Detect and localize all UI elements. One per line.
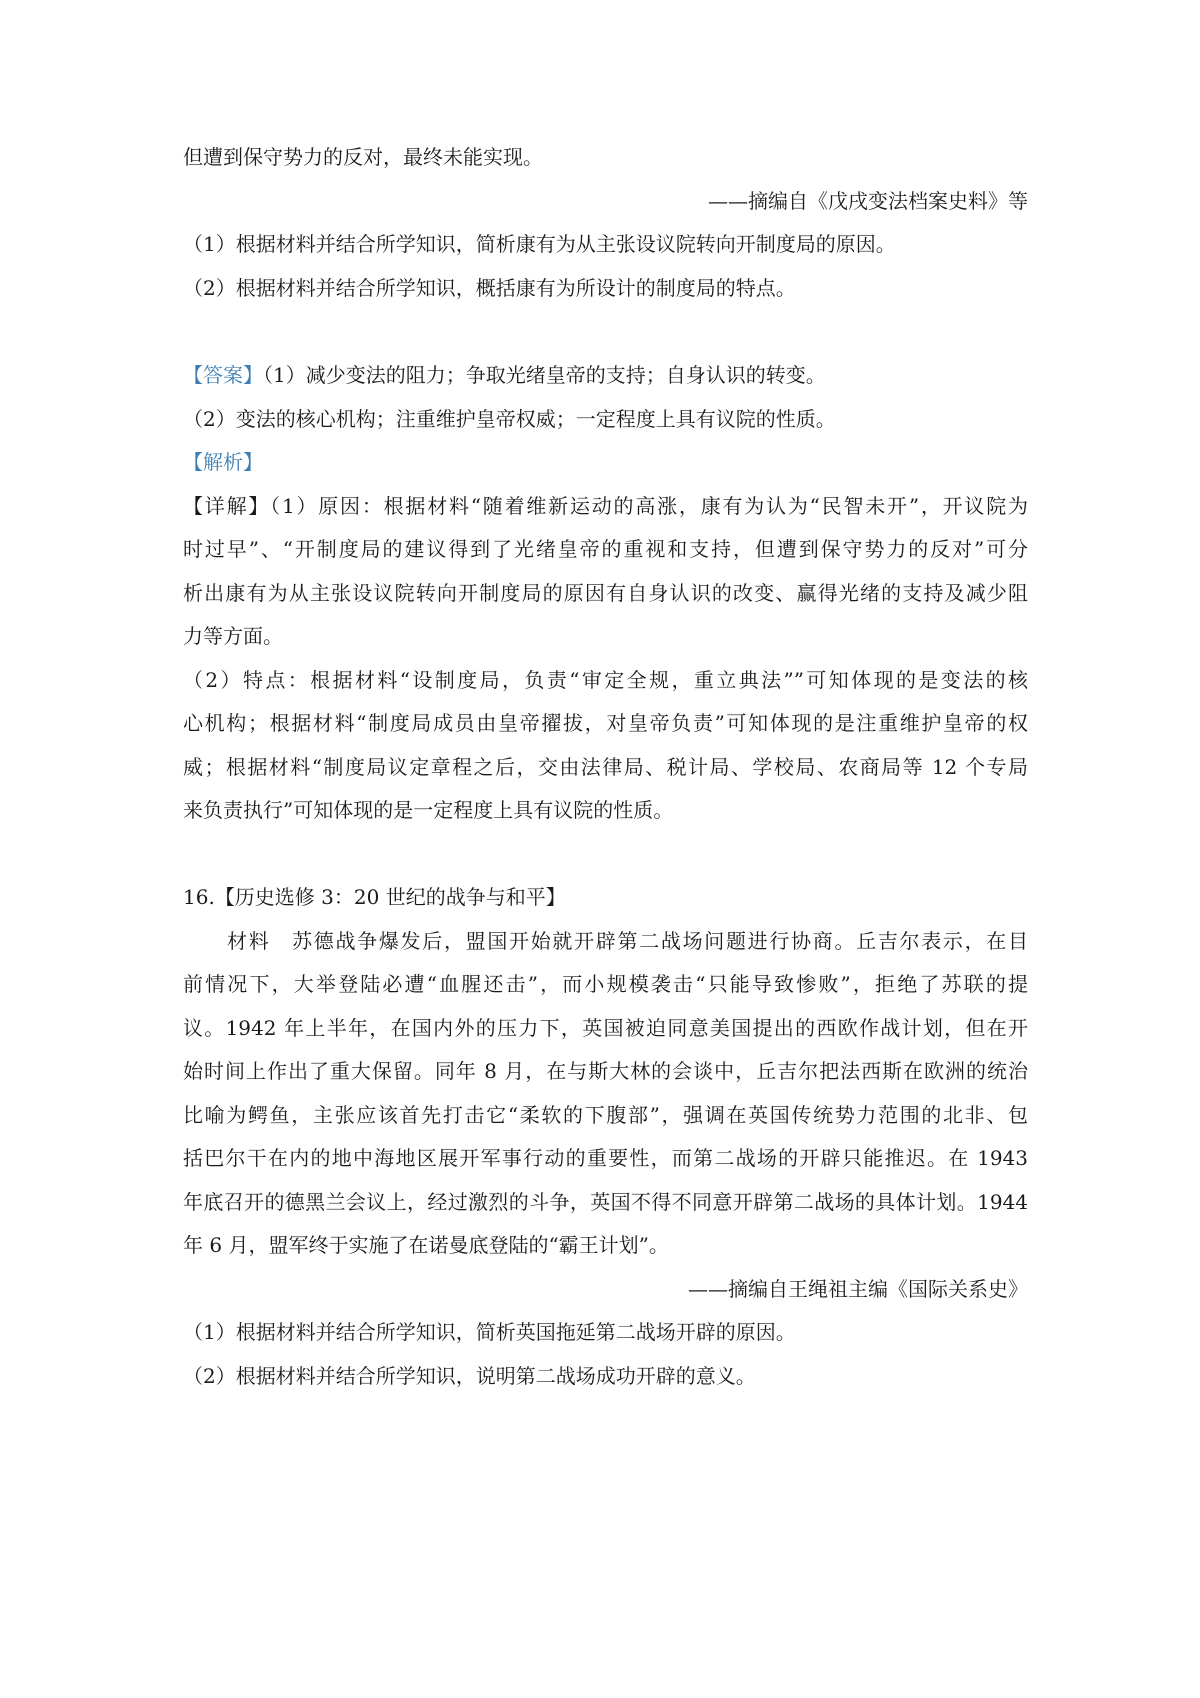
analysis-p1-line-3: 析出康有为从主张设议院转向开制度局的原因有自身认识的改变、赢得光绪的支持及减少阻 [183,581,1028,605]
analysis-p1-line-1: 【详解】（1）原因：根据材料“随着维新运动的高涨，康有为认为“民智未开”，开议院为 [183,494,1029,518]
prev-question-2: （2）根据材料并结合所学知识，概括康有为所设计的制度局的特点。 [183,276,796,300]
analysis-p2-line-2: 心机构；根据材料“制度局成员由皇帝擢拔，对皇帝负责”可知体现的是注重维护皇帝的权 [183,711,1028,735]
detail-label: 【详解】 [183,494,271,518]
answer-label: 【答案】 [183,363,263,387]
q16-material-line-2: 前情况下，大举登陆必遭“血腥还击”，而小规模袭击“只能导致惨败”，拒绝了苏联的提 [183,972,1028,996]
question-16-title: 16.【历史选修 3：20 世纪的战争与和平】 [183,885,566,909]
answer-line-2: （2）变法的核心机构；注重维护皇帝权威；一定程度上具有议院的性质。 [183,407,836,431]
q16-material-line-7: 年底召开的德黑兰会议上，经过激烈的斗争，英国不得不同意开辟第二战场的具体计划。1944 [183,1190,1028,1214]
q16-material-line-1: 材料 苏德战争爆发后，盟国开始就开辟第二战场问题进行协商。丘吉尔表示，在目 [227,929,1028,953]
analysis-label: 【解析】 [183,450,263,474]
analysis-p1-line-4: 力等方面。 [183,624,283,648]
q16-material-line-6: 括巴尔干在内的地中海地区展开军事行动的重要性，而第二战场的开辟只能推迟。在 1943 [183,1146,1028,1170]
prev-material-source: ——摘编自《戊戌变法档案史料》等 [708,189,1028,213]
q16-material-line-5: 比喻为鳄鱼，主张应该首先打击它“柔软的下腹部”，强调在英国传统势力范围的北非、包 [183,1103,1028,1127]
q16-question-1: （1）根据材料并结合所学知识，简析英国拖延第二战场开辟的原因。 [183,1320,796,1344]
q16-material-line-8: 年 6 月，盟军终于实施了在诺曼底登陆的“霸王计划”。 [183,1233,669,1257]
prev-question-1: （1）根据材料并结合所学知识，简析康有为从主张设议院转向开制度局的原因。 [183,232,896,256]
q16-material-line-3: 议。1942 年上半年，在国内外的压力下，英国被迫同意美国提出的西欧作战计划，但在开 [183,1016,1028,1040]
analysis-p2-line-4: 来负责执行”可知体现的是一定程度上具有议院的性质。 [183,798,674,822]
q16-source: ——摘编自王绳祖主编《国际关系史》 [688,1277,1028,1301]
answer-text-1: （1）减少变法的阻力；争取光绪皇帝的支持；自身认识的转变。 [263,363,826,387]
prev-material-tail: 但遭到保守势力的反对，最终未能实现。 [183,145,543,169]
answer-line-1 [183,360,1028,390]
analysis-p1-line-2: 时过早”、“开制度局的建议得到了光绪皇帝的重视和支持，但遭到保守势力的反对”可分 [183,537,1028,561]
document-page [183,0,1028,1698]
analysis-p2-line-3: 威；根据材料“制度局议定章程之后，交由法律局、税计局、学校局、农商局等 12 个专局 [183,755,1028,779]
q16-question-2: （2）根据材料并结合所学知识，说明第二战场成功开辟的意义。 [183,1364,756,1388]
analysis-p2-line-1: （2）特点：根据材料“设制度局，负责“审定全规，重立典法””可知体现的是变法的核 [183,668,1028,692]
q16-material-line-4: 始时间上作出了重大保留。同年 8 月，在与斯大林的会谈中，丘吉尔把法西斯在欧洲的统治 [183,1059,1028,1083]
